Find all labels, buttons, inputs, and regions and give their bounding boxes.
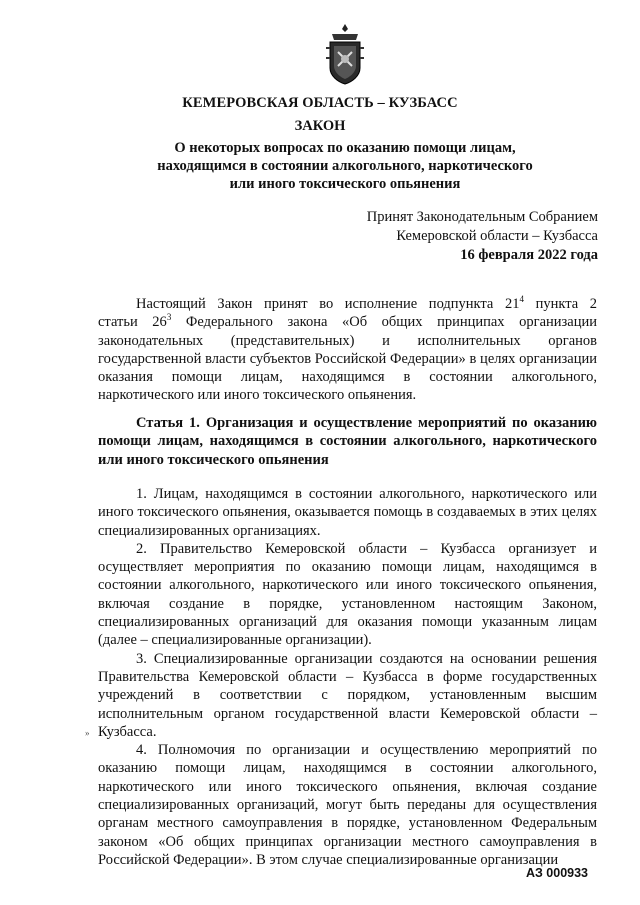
law-title-line: О некоторых вопросах по оказанию помощи лицам, [174,140,516,156]
region-name: КЕМЕРОВСКАЯ ОБЛАСТЬ – КУЗБАСС [182,95,458,111]
adoption-line: Принят Законодательным Собранием [366,209,598,225]
paragraph: 2. Правительство Кемеровской области – Кузбасса организует и осуществляет мероприятия по оказанию помощи лицам, находящимся в состоянии алкогольного, наркотического или иного токсического опьянения, включая создание в порядке, установленном настоящим Законом, специализированных организаций для оказания помощи указанным лицам (далее – специализированные организации). [98,540,597,649]
preamble-line-2: статьи $26^3$ Федерального закона «Об общих принципах организации [98,312,597,331]
serial-number: АЗ 000933 [525,866,588,880]
paragraph: 4. Полномочия по организации и осуществлению мероприятий по оказанию помощи лицам, находящимся в состоянии алкогольного, наркотического или иного токсического опьянения, включая создание специализированных организаций, могут быть переданы для осуществления органам местного самоуправления в порядке, установленном Федеральным законом «Об общих принципах организации местного самоуправления в Российской Федерации». В этом случае специализированные организации [98,742,597,868]
law-title-line: или иного токсического опьянения [229,176,461,192]
adoption-block [367,208,598,265]
document-type: ЗАКОН [294,118,346,134]
adoption-line: Кемеровской области – Кузбасса [396,228,598,244]
article-1-body [98,485,597,869]
adoption-date: 16 февраля 2022 года [460,247,598,263]
preamble [98,295,597,405]
preamble-rest: законодательных (представительных) и исполнительных органов государственной власти субъектов Российской Федерации» в целях организации оказания помощи лицам, находящимся в состоянии алкогольного, наркотического или иного токсического опьянения. [98,332,597,404]
paragraph: 1. Лицам, находящимся в состоянии алкогольного, наркотического или иного токсического опьянения, оказывается помощь в создаваемых в этих целях специализированных организациях. [98,486,597,539]
law-title-line: находящимся в состоянии алкогольного, наркотического [157,158,533,174]
coat-of-arms-icon [324,22,366,86]
article-1-heading: Статья 1. Организация и осуществление мероприятий по оказанию помощи лицам, находящимся в состоянии алкогольного, наркотического или иного токсического опьянения [98,415,597,468]
preamble-line-1: Настоящий Закон принят во исполнение подпункта $21^4$ пункта 2 [136,294,598,312]
law-title [150,139,540,193]
paragraph: 3. Специализированные организации создаются на основании решения Правительства Кемеровской области – Кузбасса в форме государственных учреждений в соответствии с порядком, установленным высшим исполнительным органом государственной власти Кемеровской области – Кузбасса. [98,650,597,740]
margin-mark: » [85,728,90,738]
